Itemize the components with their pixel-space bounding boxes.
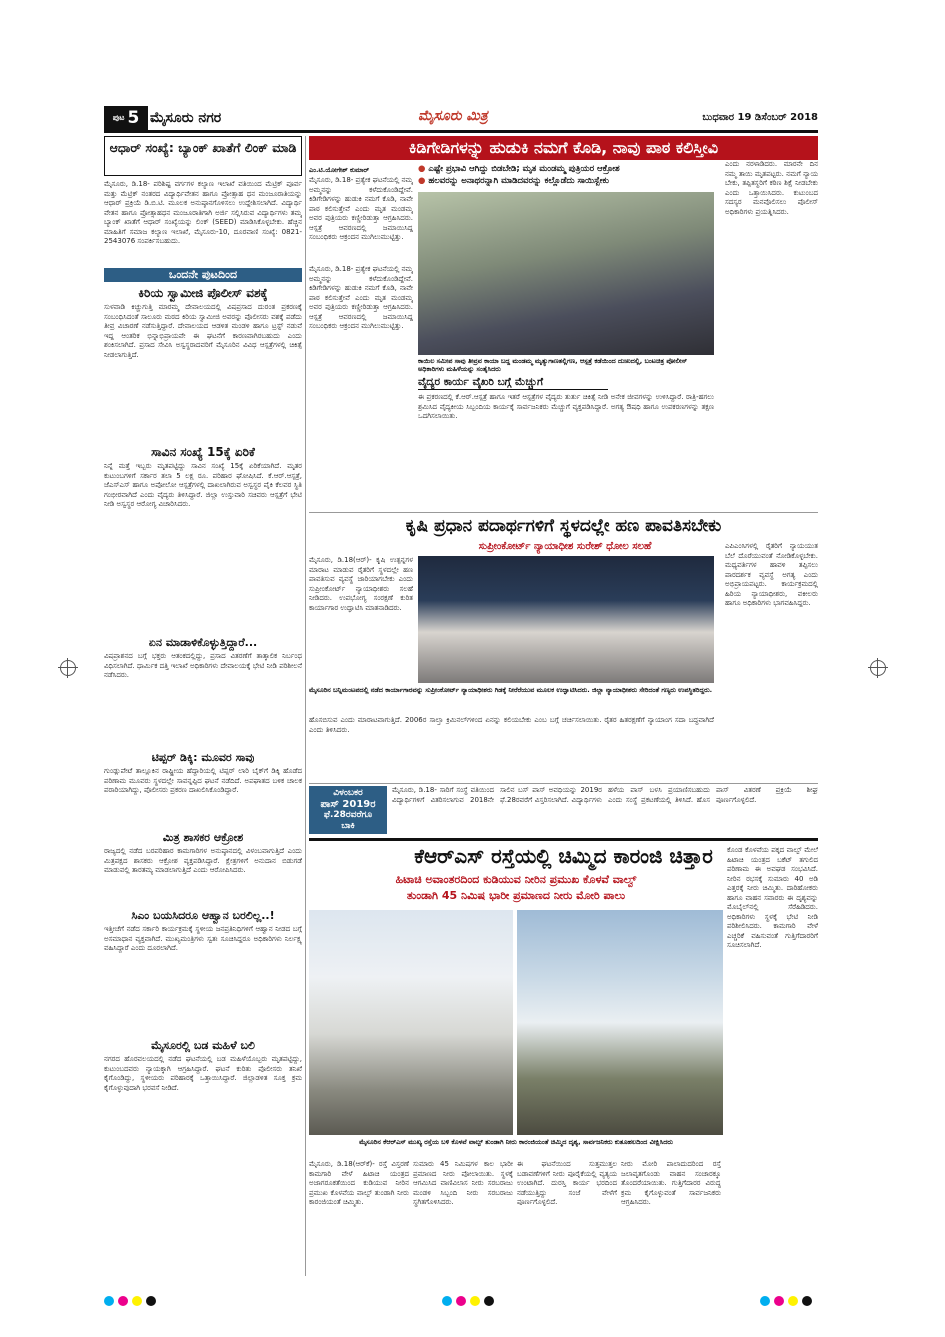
doctor-body: ಈ ಪ್ರಕರಣದಲ್ಲಿ ಕೆ.ಆರ್.ಆಸ್ಪತ್ರೆ ಹಾಗೂ ಇತರೆ ಆಸ್ಪತ್ರೆಗಳ ವೈದ್ಯರು ತುರ್ತು ಚಿಕಿತ್ಸೆ ನೀಡಿ ಅನೇಕ ಜೀವಗಳನ್ನು ಉಳಿಸಿದ್ದಾರೆ. ರಾತ್ರಿ-ಹಗಲು ಶ್ರಮಿಸಿದ ವೈದ್ಯಕೀಯ ಸಿಬ್ಬಂದಿಯ ಕಾರ್ಯಕ್ಕೆ ಸಾರ್ವಜನಿಕರು ಮೆಚ್ಚುಗೆ ವ್ಯಕ್ತಪಡಿಸಿದ್ದಾರೆ. ಅಗತ್ಯ ಔಷಧಿ ಹಾಗೂ ಉಪಕರಣಗಳನ್ನು ತಕ್ಷಣ ಒದಗಿಸಲಾಯಿತು. — [418, 393, 714, 420]
hospital-photo-caption: ಕಾಯಿಲ ಸಮೀಪ ಸಾವು ತೀವ್ರವ ಕಾಯಾ ಬದ್ದ ಮಂಡಮ್ಮ ಮೃತ್ಯುಗಾಣತಲ್ಲಿಗಣ, ಆಸ್ಪತ್ರೆ ಕಡೆಯಿಂದ ದುಃಖದಲ್ಲಿ, ಬಂಟಚಿತ್ರ ಪೋಲೀಸ್ ಅಧಿಕಾರಿಗಳು ಮಹಿಳೆಯನ್ನು ಸಂತೈಸಿದರು — [418, 357, 688, 373]
krishi-headline: ಕೃಷಿ ಪ್ರಧಾನ ಪದಾರ್ಥಗಳಿಗೆ ಸ್ಥಳದಲ್ಲೇ ಹಣ ಪಾವತಿಸಬೇಕು — [405, 516, 722, 536]
cyan-dot-icon — [442, 1296, 452, 1306]
top-story-body-right: ಎಂದು ನರಳಾಡಿದರು. ಮಾರನೇ ದಿನ ನಮ್ಮ ತಾಯಿ ಮೃತಪಟ್ಟರು. ನಮಗೆ ನ್ಯಾಯ ಬೇಕು, ತಪ್ಪಿತಸ್ಥರಿಗೆ ಕಠಿಣ ಶಿಕ್ಷೆ ನೀಡಬೇಕು ಎಂದು ಒತ್ತಾಯಿಸಿದರು. ಕುಟುಂಬದ ಸದಸ್ಯರ ಮನವೊಲಿಸಲು ಪೊಲೀಸ್ ಅಧಿಕಾರಿಗಳು ಪ್ರಯತ್ನಿಸಿದರು. — [725, 160, 818, 216]
doctor-headline: ವೈದ್ಯರ ಕಾರ್ಯ ವೈಖರಿ ಬಗ್ಗೆ ಮೆಚ್ಚುಗೆ — [418, 375, 608, 390]
top-story-body-left-cont: ಮೈಸೂರು, ಡಿ.18- ಪ್ರತ್ಯೇಕ ಘಟನೆಯಲ್ಲಿ ನಮ್ಮ ಅಮ್ಮನನ್ನು ಕಳೆದುಕೊಂಡಿದ್ದೇವೆ. ಕಿಡಿಗೇಡಿಗಳನ್ನು ಹುಡುಕಿ ನಮಗೆ ಕೊಡಿ, ನಾವೇ ಪಾಠ ಕಲಿಸುತ್ತೇವೆ ಎಂದು ಮೃತ ಮಂಡಮ್ಮ ಅವರ ಪುತ್ರಿಯರು ಕಣ್ಣೀರಿಡುತ್ತಾ ಆಗ್ರಹಿಸಿದರು. ಆಸ್ಪತ್ರೆ ಆವರಣದಲ್ಲಿ ಜಮಾಯಿಸಿದ್ದ ಸಂಬಂಧಿಕರು ಆಕ್ರಂದನ ಮುಗಿಲುಮುಟ್ಟಿತ್ತು. — [309, 265, 413, 330]
krishi-body-right: ಎಪಿಎಂಸಿಗಳಲ್ಲಿ ರೈತರಿಗೆ ನ್ಯಾಯಯುತ ಬೆಲೆ ದೊರೆಯುವಂತೆ ನೋಡಿಕೊಳ್ಳಬೇಕು. ಮಧ್ಯವರ್ತಿಗಳ ಹಾವಳಿ ತಪ್ಪಿಸಲು ಪಾರದರ್ಶಕ ವ್ಯವಸ್ಥೆ ಅಗತ್ಯ ಎಂದು ಅಭಿಪ್ರಾಯಪಟ್ಟರು. ಕಾರ್ಯಕ್ರಮದಲ್ಲಿ ಹಿರಿಯ ನ್ಯಾಯಾಧೀಶರು, ವಕೀಲರು ಹಾಗೂ ಅಧಿಕಾರಿಗಳು ಭಾಗವಹಿಸಿದ್ದರು. — [725, 542, 818, 607]
top-story-body-left: ಮೈಸೂರು, ಡಿ.18- ಪ್ರತ್ಯೇಕ ಘಟನೆಯಲ್ಲಿ ನಮ್ಮ ಅಮ್ಮನನ್ನು ಕಳೆದುಕೊಂಡಿದ್ದೇವೆ. ಕಿಡಿಗೇಡಿಗಳನ್ನು ಹುಡುಕಿ ನಮಗೆ ಕೊಡಿ, ನಾವೇ ಪಾಠ ಕಲಿಸುತ್ತೇವೆ ಎಂದು ಮೃತ ಮಂಡಮ್ಮ ಅವರ ಪುತ್ರಿಯರು ಕಣ್ಣೀರಿಡುತ್ತಾ ಆಗ್ರಹಿಸಿದರು. ಆಸ್ಪತ್ರೆ ಆವರಣದಲ್ಲಿ ಜಮಾಯಿಸಿದ್ದ ಸಂಬಂಧಿಕರು ಆಕ್ರಂದನ ಮುಗಿಲುಮುಟ್ಟಿತ್ತು. — [309, 176, 413, 241]
section-title: ಮೈಸೂರು ನಗರ — [150, 110, 222, 126]
yaava-headline: ಏನ ಮಾಡಾಳಿಕೊಳ್ಳುತ್ತಿದ್ದಾರೆ... — [148, 636, 258, 649]
aadhaar-body: ಮೈಸೂರು, ಡಿ.18- ಪರಿಶಿಷ್ಟ ವರ್ಗಗಳ ಕಲ್ಯಾಣ ಇಲಾಖೆ ವತಿಯಿಂದ ಮೆಟ್ರಿಕ್ ಪೂರ್ವ ಮತ್ತು ಮೆಟ್ರಿಕ್ ನಂತರದ ವಿದ್ಯಾರ್ಥಿವೇತನ ಹಾಗೂ ಪ್ರೋತ್ಸಾಹ ಧನ ಮಂಜೂರಾತಿಯನ್ನು ಆಧಾರ್ ಪ್ರಕ್ರಿಯೆ ಡಿ.ಬಿ.ಟಿ. ಮೂಲಕ ಅನುಷ್ಠಾನಗೊಳಿಸಲು ಉದ್ದೇಶಿಸಲಾಗಿದೆ. ವಿದ್ಯಾರ್ಥಿ ವೇತನ ಹಾಗೂ ಪ್ರೋತ್ಸಾಹಧನ ಮಂಜೂರಾತಿಗಾಗಿ ಅರ್ಜಿ ಸಲ್ಲಿಸಿರುವ ವಿದ್ಯಾರ್ಥಿಗಳು ತಮ್ಮ ಬ್ಯಾಂಕ್ ಖಾತೆಗೆ ಆಧಾರ್ ಸಂಖ್ಯೆಯನ್ನು ಲಿಂಕ್ (SEED) ಮಾಡಿಸಿಕೊಳ್ಳಬೇಕು. ಹೆಚ್ಚಿನ ಮಾಹಿತಿಗೆ ಸಮಾಜ ಕಲ್ಯಾಣ ಇಲಾಖೆ, ಮೈಸೂರು-10, ದೂರವಾಣಿ ಸಂಖ್ಯೆ: 0821-2543076 ಸಂಪರ್ಕಿಸಬಹುದು. — [104, 180, 302, 245]
black-dot-icon — [146, 1296, 156, 1306]
yaava-body: ವಿಷಪ್ರಾಶನದ ಬಗ್ಗೆ ಭಕ್ತರು ಆತಂಕದಲ್ಲಿದ್ದು, ಪ್ರಸಾದ ವಿತರಣೆಗೆ ತಾತ್ಕಾಲಿಕ ನಿರ್ಬಂಧ ವಿಧಿಸಲಾಗಿದೆ. ಧಾರ್ಮಿಕ ದತ್ತಿ ಇಲಾಖೆ ಅಧಿಕಾರಿಗಳು ದೇವಾಲಯಕ್ಕೆ ಭೇಟಿ ನೀಡಿ ಪರಿಶೀಲನೆ ನಡೆಸಿದರು. — [104, 652, 302, 679]
story-divider — [309, 783, 818, 784]
krishi-event-photo — [418, 556, 714, 683]
masthead-rule — [104, 130, 818, 133]
top-story-byline: ಎಂ.ಟಿ.ಯೋಗೇಶ್ ಕುಮಾರ್ — [309, 166, 370, 174]
black-dot-icon — [802, 1296, 812, 1306]
fountain-body-col-3: ಈ ಘಟನೆಯಿಂದ ಸುತ್ತಮುತ್ತಲ ಬಡಾವಣೆಗಳಿಗೆ ನೀರು ಪೂರೈಕೆಯಲ್ಲಿ ವ್ಯತ್ಯಯ ಉಂಟಾಗಿದೆ. ದುರಸ್ತಿ ಕಾರ್ಯ ಭರದಿಂದ ನಡೆಯುತ್ತಿದ್ದು ಸಂಜೆ ವೇಳೆಗೆ ಪೂರ್ಣಗೊಳ್ಳಲಿದೆ. — [517, 1160, 617, 1206]
cm-headline: ಸಿಎಂ ಬಯಸಿದರೂ ಆಹ್ವಾನ ಬರಲಿಲ್ಲ..! — [131, 909, 275, 922]
bullet-icon: ● — [418, 164, 426, 174]
cm-body: ಇತ್ತೀಚೆಗೆ ನಡೆದ ಸರ್ಕಾರಿ ಕಾರ್ಯಕ್ರಮಕ್ಕೆ ಸ್ಥಳೀಯ ಜನಪ್ರತಿನಿಧಿಗಳಿಗೆ ಆಹ್ವಾನ ನೀಡದ ಬಗ್ಗೆ ಅಸಮಾಧಾನ ವ್ಯಕ್ತವಾಗಿದೆ. ಮುಖ್ಯಮಂತ್ರಿಗಳು ಸ್ವತಃ ಸೂಚಿಸಿದ್ದರೂ ಅಧಿಕಾರಿಗಳು ನಿರ್ಲಕ್ಷ್ಯ ವಹಿಸಿದ್ದಾರೆ ಎಂದು ದೂರಲಾಗಿದೆ. — [104, 925, 302, 952]
top-story-headline: ಕಿಡಿಗೇಡಿಗಳನ್ನು ಹುಡುಕಿ ನಮಗೆ ಕೊಡಿ, ನಾವು ಪಾಠ ಕಲಿಸ್ತೀವಿ — [309, 136, 818, 160]
fountain-photo-left — [309, 910, 513, 1135]
bus-pass-line-2: ಪಾಸ್ 2019ರ — [320, 799, 376, 810]
bus-pass-body: ಮೈಸೂರು, ಡಿ.18- ಸಾರಿಗೆ ಸಂಸ್ಥೆ ವತಿಯಿಂದ ವಿದ್ಯಾರ್ಥಿಗಳಿಗೆ ವಿತರಿಸಲಾಗುವ 2018ನೇ ಸಾಲಿನ ಬಸ್ ಪಾಸ್ ಅವಧಿಯನ್ನು 2019ರ ಫೆ.28ರವರೆಗೆ ವಿಸ್ತರಿಸಲಾಗಿದೆ. ವಿದ್ಯಾರ್ಥಿಗಳು ಹಳೆಯ ಪಾಸ್ ಬಳಸಿ ಪ್ರಯಾಣಿಸಬಹುದು ಎಂದು ಸಂಸ್ಥೆ ಪ್ರಕಟಣೆಯಲ್ಲಿ ತಿಳಿಸಿದೆ. ಹೊಸ ಪಾಸ್ ವಿತರಣೆ ಪ್ರಕ್ರಿಯೆ ಶೀಘ್ರ ಪೂರ್ಣಗೊಳ್ಳಲಿದೆ. — [392, 786, 818, 804]
cyan-dot-icon — [104, 1296, 114, 1306]
fountain-body-right: ಕೊಂಡ ಕೊಳವೆಯ ಪಕ್ಕದ ವಾಲ್ವ್ ಮೇಲೆ ಹಿಟಾಚಿ ಯಂತ್ರದ ಬಕೆಟ್ ತಗುಲಿದ ಪರಿಣಾಮ ಈ ಅವಘಡ ಸಂಭವಿಸಿದೆ. ನೀರಿನ ರಭಸಕ್ಕೆ ಸುಮಾರು 40 ಅಡಿ ಎತ್ತರಕ್ಕೆ ನೀರು ಚಿಮ್ಮಿತು. ದಾರಿಹೋಕರು ಹಾಗೂ ವಾಹನ ಸವಾರರು ಈ ದೃಶ್ಯವನ್ನು ಮೊಬೈಲ್‌ನಲ್ಲಿ ಸೆರೆಹಿಡಿದರು. ಅಧಿಕಾರಿಗಳು ಸ್ಥಳಕ್ಕೆ ಭೇಟಿ ನೀಡಿ ಪರಿಶೀಲಿಸಿದರು. ಕಾಮಗಾರಿ ವೇಳೆ ಎಚ್ಚರಿಕೆ ವಹಿಸುವಂತೆ ಗುತ್ತಿಗೆದಾರರಿಗೆ ಸೂಚಿಸಲಾಗಿದೆ. — [727, 846, 818, 949]
bus-pass-box — [309, 786, 387, 834]
aadhaar-headline: ಆಧಾರ್ ಸಂಖ್ಯೆ: ಬ್ಯಾಂಕ್ ಖಾತೆಗೆ ಲಿಂಕ್ ಮಾಡಿ — [104, 136, 302, 176]
continued-ribbon: ಒಂದನೇ ಪುಟದಿಂದ — [104, 268, 302, 282]
bali-body: ನಗರದ ಹೊರವಲಯದಲ್ಲಿ ನಡೆದ ಘಟನೆಯಲ್ಲಿ ಬಡ ಮಹಿಳೆಯೊಬ್ಬರು ಮೃತಪಟ್ಟಿದ್ದು, ಕುಟುಂಬದವರು ನ್ಯಾಯಕ್ಕಾಗಿ ಆಗ್ರಹಿಸಿದ್ದಾರೆ. ಘಟನೆ ಕುರಿತು ಪೊಲೀಸರು ತನಿಖೆ ಕೈಗೊಂಡಿದ್ದು, ಸ್ಥಳೀಯರು ಪರಿಹಾರಕ್ಕೆ ಒತ್ತಾಯಿಸಿದ್ದಾರೆ. ಜಿಲ್ಲಾಡಳಿತ ಸೂಕ್ತ ಕ್ರಮ ಕೈಗೊಳ್ಳುವುದಾಗಿ ಭರವಸೆ ನೀಡಿದೆ. — [104, 1055, 302, 1092]
magenta-dot-icon — [118, 1296, 128, 1306]
kiriya-headline: ಕಿರಿಯ ಸ್ವಾಮೀಜಿ ಪೊಲೀಸ್ ವಶಕ್ಕೆ — [138, 286, 268, 300]
newspaper-logo: ಮೈಸೂರು ಮಿತ್ರ — [418, 108, 488, 124]
registration-mark-right — [870, 660, 886, 676]
issue-date: ಬುಧವಾರ 19 ಡಿಸೆಂಬರ್ 2018 — [702, 112, 818, 123]
black-dot-icon — [484, 1296, 494, 1306]
bus-pass-line-3: ಫೆ.28ರವರೆಗೂ — [323, 810, 373, 820]
page-label: ಪುಟ — [112, 113, 125, 122]
fountain-photo-right — [517, 910, 723, 1135]
magenta-dot-icon — [774, 1296, 784, 1306]
top-story-bullets — [418, 163, 718, 187]
column-divider — [305, 136, 306, 1276]
top-story-bullet-2: ಹಲವರನ್ನು ಅನಾಥರನ್ನಾಗಿ ಮಾಡಿದವರನ್ನು ಕಲ್ಲೊಡೆದು ಸಾಯಿಸ್ಬೇಕು — [428, 176, 609, 186]
krishi-photo-caption: ಮೈಸೂರಿನ ಬನ್ನಿಮಂಟಪದಲ್ಲಿ ನಡೆದ ಕಾರ್ಯಾಗಾರವನ್ನು ಸುಪ್ರೀಂಕೋರ್ಟ್ ನ್ಯಾಯಾಧೀಶರು ಗಿಡಕ್ಕೆ ನೀರೆರೆಯುವ ಮೂಲಕ ಉದ್ಘಾಟಿಸಿದರು. ಜಿಲ್ಲಾ ನ್ಯಾಯಾಧೀಶರು ಸೇರಿದಂತೆ ಗಣ್ಯರು ಉಪಸ್ಥಿತರಿದ್ದರು. — [309, 686, 713, 694]
mitra-body: ರಾಜ್ಯದಲ್ಲಿ ನಡೆದ ಬರಪರಿಹಾರ ಕಾಮಗಾರಿಗಳ ಅನುಷ್ಠಾನದಲ್ಲಿ ವಿಳಂಬವಾಗುತ್ತಿದೆ ಎಂದು ಮಿತ್ರಪಕ್ಷದ ಶಾಸಕರು ಆಕ್ರೋಶ ವ್ಯಕ್ತಪಡಿಸಿದ್ದಾರೆ. ಕ್ಷೇತ್ರಗಳಿಗೆ ಅನುದಾನ ಬಿಡುಗಡೆ ಮಾಡುವಲ್ಲಿ ತಾರತಮ್ಯ ಮಾಡಲಾಗುತ್ತಿದೆ ಎಂದು ಆರೋಪಿಸಿದರು. — [104, 847, 302, 874]
color-bar-left — [104, 1296, 160, 1306]
bullet-icon: ● — [418, 176, 426, 186]
krishi-body-left: ಮೈಸೂರು, ಡಿ.18(ಆರ್)- ಕೃಷಿ ಉತ್ಪನ್ನಗಳ ಮಾರಾಟ ಮಾಡುವ ರೈತರಿಗೆ ಸ್ಥಳದಲ್ಲೇ ಹಣ ಪಾವತಿಸುವ ವ್ಯವಸ್ಥೆ ಜಾರಿಯಾಗಬೇಕು ಎಂದು ಸುಪ್ರೀಂಕೋರ್ಟ್ ನ್ಯಾಯಾಧೀಶರು ಸಲಹೆ ನೀಡಿದರು. ಉಪಭೋಗ್ಯ ಸಂರಕ್ಷಣೆ ಕುರಿತ ಕಾರ್ಯಾಗಾರ ಉದ್ಘಾಟಿಸಿ ಮಾತನಾಡಿದರು. — [309, 556, 413, 612]
page-number-box — [104, 106, 148, 130]
krishi-subhead: ಸುಪ್ರೀಂಕೋರ್ಟ್ ನ್ಯಾಯಾಧೀಶ ಸುರೇಶ್ ಧೋಲ ಸಲಹೆ — [478, 541, 652, 552]
bali-headline: ಮೈಸೂರಲ್ಲಿ ಬಡ ಮಹಿಳೆ ಬಲಿ — [151, 1039, 255, 1052]
color-bar-right — [760, 1296, 816, 1306]
mitra-headline: ಮಿತ್ರ ಶಾಸಕರ ಆಕ್ರೋಶ — [162, 831, 244, 844]
cyan-dot-icon — [760, 1296, 770, 1306]
yellow-dot-icon — [788, 1296, 798, 1306]
yellow-dot-icon — [470, 1296, 480, 1306]
fountain-subhead-1: ಹಿಟಾಚಿ ಅವಾಂತರದಿಂದ ಕುಡಿಯುವ ನೀರಿನ ಪ್ರಮುಖ ಕೊಳವೆ ವಾಲ್ವ್ — [395, 873, 637, 886]
krishi-body-bottom: ಹೊಸಬಿಸುವ ಎಂದು ಮಾರಾಟವಾಗುತ್ತಿದೆ. 2006ರ ಸಾಲ್ತಾ ಕ್ರಿಮಿನಲ್‌ಗಳಿಂದ ಏನನ್ನು ಕಲಿಯಬೇಕು ಎಂಬ ಬಗ್ಗೆ ಚರ್ಚಿಸಲಾಯಿತು. ರೈತರ ಹಿತರಕ್ಷಣೆಗೆ ನ್ಯಾಯಾಂಗ ಸದಾ ಬದ್ಧವಾಗಿದೆ ಎಂದು ತಿಳಿಸಿದರು. — [309, 716, 714, 734]
color-bar-center — [442, 1296, 498, 1306]
bus-pass-line-4: ಬಾಕಿ — [341, 821, 355, 831]
top-story-bullet-1: ಎಷ್ಟೇ ಪ್ರಭಾವಿ ಆಗಿದ್ದು ಬಿಡಬೇಡಿ; ಮೃತ ಮಂಡಮ್ಮ ಪುತ್ರಿಯರ ಆಕ್ರೋಶ — [428, 164, 620, 174]
tipper-headline: ಟಿಪ್ಪರ್ ಡಿಕ್ಕಿ: ಮೂವರ ಸಾವು — [151, 751, 255, 764]
fountain-headline: ಕೆಆರ್‌ಎಸ್ ರಸ್ತೆಯಲ್ಲಿ ಚಿಮ್ಮಿದ ಕಾರಂಜಿ ಚಿತ್ತಾರ — [414, 844, 713, 868]
fountain-body-col-2: ಸುಮಾರು 45 ನಿಮಿಷಗಳ ಕಾಲ ಭಾರೀ ಪ್ರಮಾಣದ ನೀರು ಪೋಲಾಯಿತು. ಸ್ಥಳಕ್ಕೆ ಆಗಮಿಸಿದ ವಾಣಿವಿಲಾಸ ನೀರು ಸರಬರಾಜು ಮಂಡಳಿ ಸಿಬ್ಬಂದಿ ನೀರು ಸರಬರಾಜು ಸ್ಥಗಿತಗೊಳಿಸಿದರು. — [413, 1160, 513, 1206]
magenta-dot-icon — [456, 1296, 466, 1306]
story-divider — [309, 512, 818, 513]
fountain-body-col-1: ಮೈಸೂರು, ಡಿ.18(ಆರ್‌ಕೆ)- ರಸ್ತೆ ವಿಸ್ತರಣೆ ಕಾಮಗಾರಿ ವೇಳೆ ಹಿಟಾಚಿ ಯಂತ್ರದ ಅಜಾಗರೂಕತೆಯಿಂದ ಕುಡಿಯುವ ನೀರಿನ ಪ್ರಮುಖ ಕೊಳವೆಯ ವಾಲ್ವ್ ತುಂಡಾಗಿ ನೀರು ಕಾರಂಜಿಯಂತೆ ಚಿಮ್ಮಿತು. — [309, 1160, 409, 1206]
saavu-body: ನಿನ್ನೆ ಮತ್ತೆ ಇಬ್ಬರು ಮೃತಪಟ್ಟಿದ್ದು ಸಾವಿನ ಸಂಖ್ಯೆ 15ಕ್ಕೆ ಏರಿಕೆಯಾಗಿದೆ. ಮೃತರ ಕುಟುಂಬಗಳಿಗೆ ಸರ್ಕಾರ ತಲಾ 5 ಲಕ್ಷ ರೂ. ಪರಿಹಾರ ಘೋಷಿಸಿದೆ. ಕೆ.ಆರ್.ಆಸ್ಪತ್ರೆ, ಜೆಎಸ್ಎಸ್ ಹಾಗೂ ಅಪೋಲೋ ಆಸ್ಪತ್ರೆಗಳಲ್ಲಿ ದಾಖಲಾಗಿರುವ ಅಸ್ವಸ್ಥರ ಪೈಕಿ ಕೆಲವರ ಸ್ಥಿತಿ ಗಂಭೀರವಾಗಿದೆ ಎಂದು ವೈದ್ಯರು ತಿಳಿಸಿದ್ದಾರೆ. ಜಿಲ್ಲಾ ಉಸ್ತುವಾರಿ ಸಚಿವರು ಆಸ್ಪತ್ರೆಗೆ ಭೇಟಿ ನೀಡಿ ಅಸ್ವಸ್ಥರ ಆರೋಗ್ಯ ವಿಚಾರಿಸಿದರು. — [104, 462, 302, 508]
fountain-subhead-2: ತುಂಡಾಗಿ 45 ನಿಮಿಷ ಭಾರೀ ಪ್ರಮಾಣದ ನೀರು ಮೋರಿ ಪಾಲು — [406, 889, 626, 902]
fountain-photo-caption: ಮೈಸೂರಿನ ಕೆಆರ್‌ಎಸ್ ಮುಖ್ಯ ರಸ್ತೆಯ ಬಳಿ ಕೊಳವೆ ವಾಲ್ವ್ ತುಂಡಾಗಿ ನೀರು ಕಾರಂಜಿಯಂತೆ ಚಿಮ್ಮಿದ ದೃಶ್ಯ, ಸಾರ್ವಜನಿಕರು ಕುತೂಹಲದಿಂದ ವೀಕ್ಷಿಸಿದರು — [359, 1138, 673, 1146]
bus-pass-line-1: ವಿಳಂಬಕರ — [333, 788, 363, 798]
saavu-headline: ಸಾವಿನ ಸಂಖ್ಯೆ 15ಕ್ಕೆ ಏರಿಕೆ — [151, 445, 255, 459]
yellow-dot-icon — [132, 1296, 142, 1306]
hospital-photo — [418, 192, 714, 355]
registration-mark-left — [60, 660, 76, 676]
tipper-body: ಗುಂಡ್ಲುಪೇಟೆ ತಾಲ್ಲೂಕಿನ ರಾಷ್ಟ್ರೀಯ ಹೆದ್ದಾರಿಯಲ್ಲಿ ಟಿಪ್ಪರ್ ಲಾರಿ ಬೈಕ್‌ಗೆ ಡಿಕ್ಕಿ ಹೊಡೆದ ಪರಿಣಾಮ ಮೂವರು ಸ್ಥಳದಲ್ಲೇ ಸಾವನ್ನಪ್ಪಿದ ಘಟನೆ ನಡೆದಿದೆ. ಅಪಘಾತದ ಬಳಿಕ ಚಾಲಕ ಪರಾರಿಯಾಗಿದ್ದು, ಪೊಲೀಸರು ಪ್ರಕರಣ ದಾಖಲಿಸಿಕೊಂಡಿದ್ದಾರೆ. — [104, 767, 302, 794]
fountain-body-col-4: ನೀರು ಮೋರಿ ಪಾಲಾದುದರಿಂದ ರಸ್ತೆ ಜಲಾವೃತಗೊಂಡು ವಾಹನ ಸಂಚಾರಕ್ಕೂ ತೊಂದರೆಯಾಯಿತು. ಗುತ್ತಿಗೆದಾರರ ವಿರುದ್ಧ ಕ್ರಮ ಕೈಗೊಳ್ಳುವಂತೆ ಸಾರ್ವಜನಿಕರು ಆಗ್ರಹಿಸಿದರು. — [621, 1160, 721, 1206]
kiriya-body: ಸುಳವಾಡಿ ಕಿಚ್ಚುಗುತ್ತಿ ಮಾರಮ್ಮ ದೇವಾಲಯದಲ್ಲಿ ವಿಷಪ್ರಸಾದ ದುರಂತ ಪ್ರಕರಣಕ್ಕೆ ಸಂಬಂಧಿಸಿದಂತೆ ಸಾಲೂರು ಮಠದ ಕಿರಿಯ ಸ್ವಾಮೀಜಿ ಅವರನ್ನು ಪೊಲೀಸರು ವಶಕ್ಕೆ ಪಡೆದು ತೀವ್ರ ವಿಚಾರಣೆ ನಡೆಸುತ್ತಿದ್ದಾರೆ. ದೇವಾಲಯದ ಆಡಳಿತ ಮಂಡಳಿ ಹಾಗೂ ಟ್ರಸ್ಟ್ ನಡುವೆ ಇದ್ದ ಆಂತರಿಕ ಭಿನ್ನಾಭಿಪ್ರಾಯವೇ ಈ ಘಟನೆಗೆ ಕಾರಣವಾಗಿರಬಹುದು ಎಂದು ಶಂಕಿಸಲಾಗಿದೆ. ಪ್ರಸಾದ ಸೇವಿಸಿ ಅಸ್ವಸ್ಥರಾದವರಿಗೆ ಮೈಸೂರಿನ ವಿವಿಧ ಆಸ್ಪತ್ರೆಗಳಲ್ಲಿ ಚಿಕಿತ್ಸೆ ನೀಡಲಾಗುತ್ತಿದೆ. — [104, 303, 302, 359]
story-rule — [309, 838, 818, 841]
page-number: 5 — [127, 108, 140, 128]
